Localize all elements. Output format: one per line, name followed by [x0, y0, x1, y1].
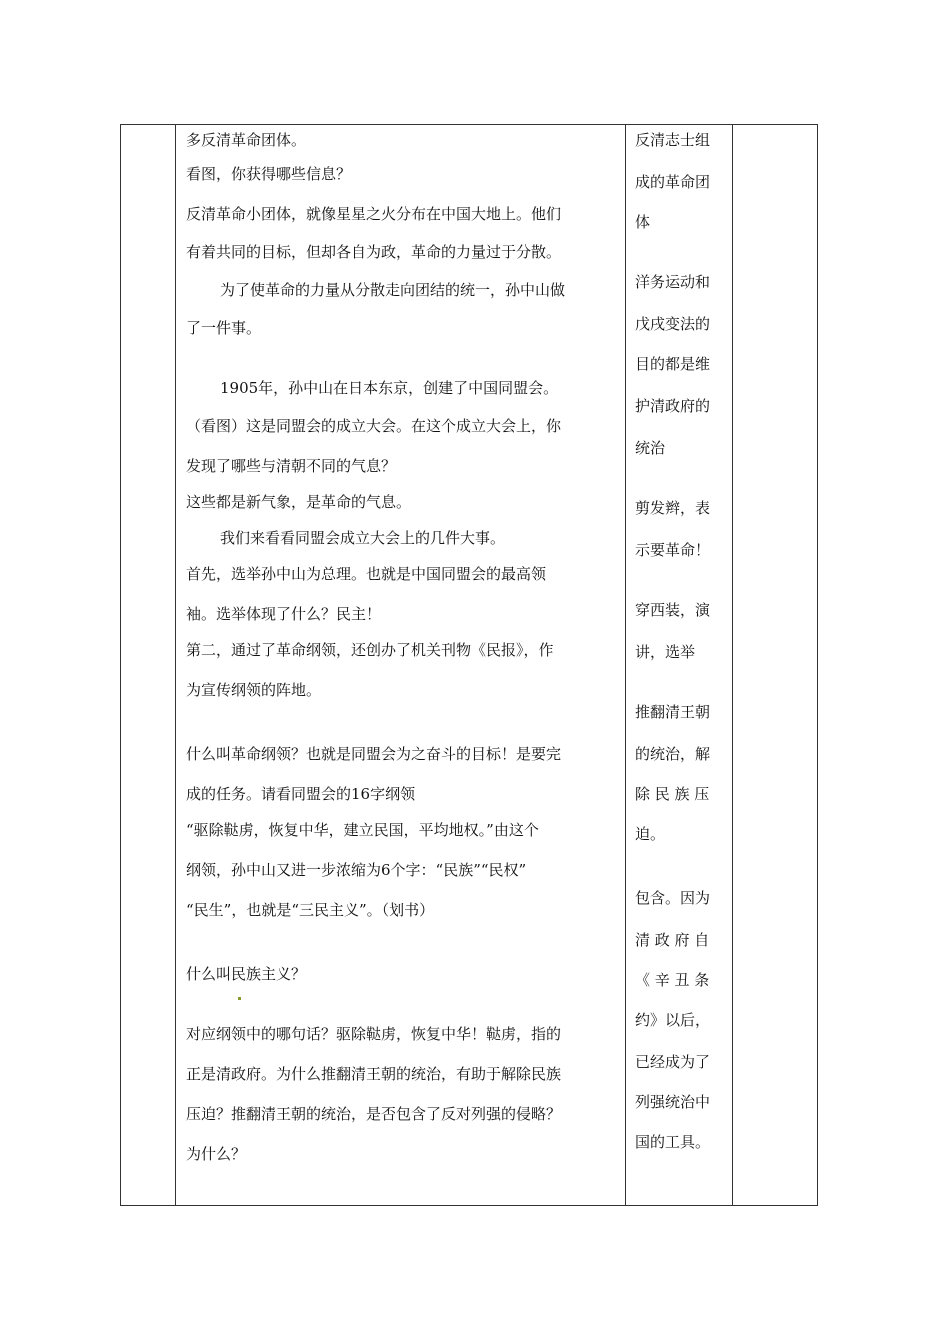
note-line: 包含。因为 — [635, 889, 711, 907]
note-line: 约》以后， — [635, 1011, 711, 1029]
main-line: 发现了哪些与清朝不同的气息？ — [186, 457, 397, 475]
main-line: 正是清政府。为什么推翻清王朝的统治，有助于解除民族 — [186, 1065, 562, 1083]
note-line: 戊戌变法的 — [635, 315, 711, 333]
main-line: 为宣传纲领的阵地。 — [186, 681, 322, 699]
main-line: 对应纲领中的哪句话？驱除鞑虏，恢复中华！鞑虏，指的 — [186, 1025, 562, 1043]
note-line: 反清志士组 — [635, 131, 711, 149]
note-line: 剪发辫，表 — [635, 499, 711, 517]
main-line: 了一件事。 — [186, 319, 262, 337]
main-line: 首先，选举孙中山为总理。也就是中国同盟会的最高领 — [186, 565, 547, 583]
note-line: 体 — [635, 213, 651, 231]
note-line: 《 辛 丑 条 — [635, 971, 710, 989]
note-line: 已经成为了 — [635, 1053, 711, 1071]
main-line: 压迫？推翻清王朝的统治，是否包含了反对列强的侵略？ — [186, 1105, 562, 1123]
main-line: 成的任务。请看同盟会的16字纲领 — [186, 785, 416, 803]
note-line: 目的都是维 — [635, 355, 711, 373]
table-column-1 — [121, 125, 176, 1205]
lesson-table — [120, 124, 818, 1206]
main-line: 反清革命小团体，就像星星之火分布在中国大地上。他们 — [186, 205, 562, 223]
main-line: 多反清革命团体。 — [186, 131, 307, 149]
note-line: 迫。 — [635, 825, 666, 843]
note-line: 洋务运动和 — [635, 273, 711, 291]
note-line: 国的工具。 — [635, 1133, 711, 1151]
main-line: 1905年，孙中山在日本东京，创建了中国同盟会。 — [220, 379, 559, 397]
main-line: 有着共同的目标，但却各自为政，革命的力量过于分散。 — [186, 243, 562, 261]
main-line: 什么叫革命纲领？也就是同盟会为之奋斗的目标！是要完 — [186, 745, 562, 763]
note-line: 推翻清王朝 — [635, 703, 711, 721]
main-content-column — [176, 125, 626, 1205]
note-line: 列强统治中 — [635, 1093, 711, 1111]
main-line: （看图）这是同盟会的成立大会。在这个成立大会上，你 — [186, 417, 562, 435]
note-line: 清 政 府 自 — [635, 931, 710, 949]
note-line: 的统治，解 — [635, 745, 711, 763]
stray-mark — [238, 997, 241, 1000]
note-line: 讲，选举 — [635, 643, 696, 661]
main-line: “驱除鞑虏，恢复中华，建立民国，平均地权。”由这个 — [186, 821, 539, 839]
note-line: 除 民 族 压 — [635, 785, 710, 803]
main-line: 我们来看看同盟会成立大会上的几件大事。 — [220, 529, 506, 547]
main-line: 为了使革命的力量从分散走向团结的统一，孙中山做 — [220, 281, 566, 299]
main-line: 看图，你获得哪些信息？ — [186, 165, 352, 183]
note-line: 示要革命！ — [635, 541, 711, 559]
main-line: 袖。选举体现了什么？民主！ — [186, 605, 382, 623]
note-line: 成的革命团 — [635, 173, 711, 191]
main-line: “民生”，也就是“三民主义”。（划书） — [186, 901, 435, 919]
main-line: 第二，通过了革命纲领，还创办了机关刊物《民报》，作 — [186, 641, 554, 659]
main-line: 什么叫民族主义？ — [186, 965, 307, 983]
table-column-4 — [733, 125, 818, 1205]
note-line: 穿西装，演 — [635, 601, 711, 619]
note-line: 统治 — [635, 439, 666, 457]
note-line: 护清政府的 — [635, 397, 711, 415]
main-line: 纲领，孙中山又进一步浓缩为6个字：“民族”“民权” — [186, 861, 527, 879]
notes-column — [626, 125, 733, 1205]
main-line: 这些都是新气象，是革命的气息。 — [186, 493, 412, 511]
main-line: 为什么？ — [186, 1145, 247, 1163]
